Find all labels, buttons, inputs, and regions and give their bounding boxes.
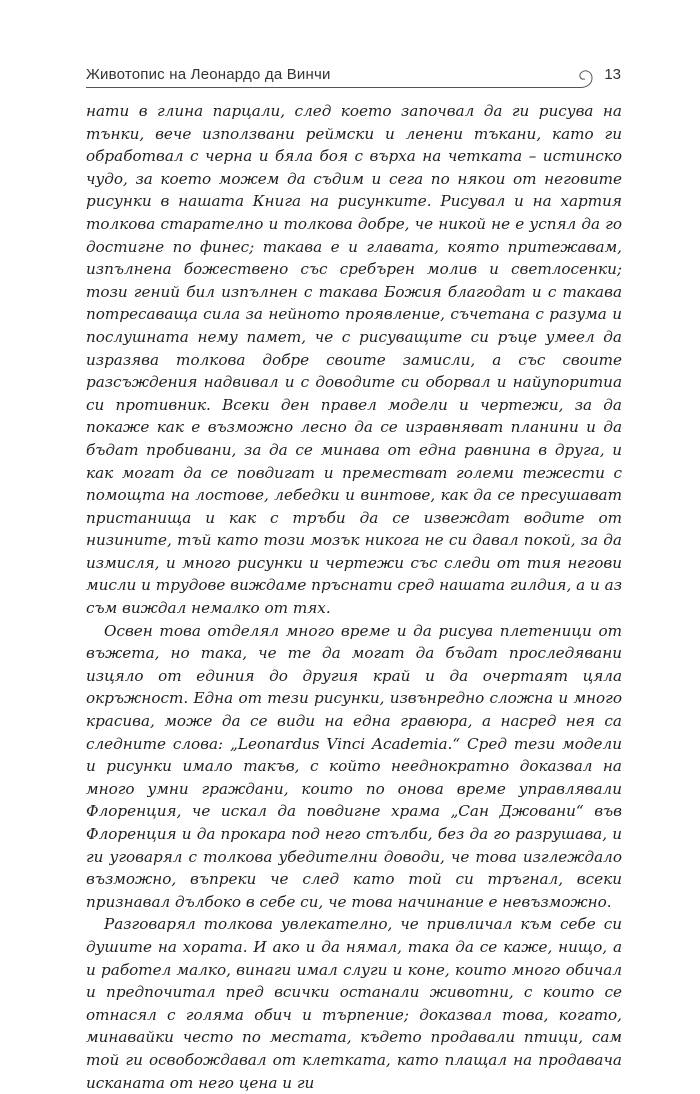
paragraph: Освен това отделял много време и да рисува плетеници от въжета, но така, че те да могат да бъдат проследявани изцяло от единия до другия край и да очертаят цяла окръжност. Една от тези рисунки, извънредно сложна и много красива, може да се види на една гравюра, а насред нея са следните слова: „Leonardus Vinci Academia.“ Сред тези модели и рисунки имало такъв, с който нееднократно доказвал на много умни граждани, които по онова време управлявали Флоренция, че искал да повдигне храма „Сан Джовани“ във Флоренция и да прокара под него стълби, без да го разрушава, и ги уговарял с толкова убедителни доводи, че това изглеждало възможно, въпреки че след като той си тръгнал, всеки признавал дълбоко в себе си, че това начинание е невъзможно. [86, 621, 622, 911]
page-number: 13 [604, 66, 621, 83]
body-text [86, 100, 622, 1094]
running-header-title: Животопис на Леонардо да Винчи [86, 66, 331, 83]
header-rule-decoration [86, 66, 634, 92]
paragraph: Разговарял толкова увлекателно, че привличал към себе си душите на хората. И ако и да нямал, така да се каже, нищо, а и работел малко, винаги имал слуги и коне, които много обичал и предпочитал пред всички останали животни, с които се отнасял с голяма обич и търпение; доказвал това, когато, минавайки често по местата, където продавали птици, сам той ги освобождавал от клетката, като плащал на продавача исканата от него цена и ги [86, 915, 622, 1092]
paragraph: нати в глина парцали, след което започвал да ги рисува на тънки, вече използвани реймски и ленени тъкани, като ги обработвал с черна и бяла боя с върха на четката – истинско чудо, за което можем да съдим и сега по някои от неговите рисунки в нашата Книга на рисунките. Рисувал и на хартия толкова старателно и толкова добре, че никой не е успял да го достигне по финес; такава е и главата, която притежавам, изпълнена божествено със сребърен молив и светлосенки; този гений бил изпълнен с такава Божия благодат и с такава потресаваща сила за нейното проявление, съчетана с разума и послушната нему памет, че с рисуващите си ръце умеел да изразява толкова добре своите замисли, а със своите разсъждения надвивал и с доводите си оборвал и найупоритиа си противник. Всеки ден правел модели и чертежи, за да покаже как е възможно лесно да се изравняват планини и да бъдат пробивани, за да се минава от една равнина в друга, и как могат да се повдигат и преместват големи тежести с помощта на лостове, лебедки и винтове, как да се пресушават пристанища и как с тръби да се извеждат водите от низините, тъй като този мозък никога не си давал покой, за да измисля, и много рисунки и чертежи със следи от тия негови мисли и трудове виждаме пръснати сред нашата гилдия, а и аз съм виждал немалко от тях. [86, 102, 622, 618]
